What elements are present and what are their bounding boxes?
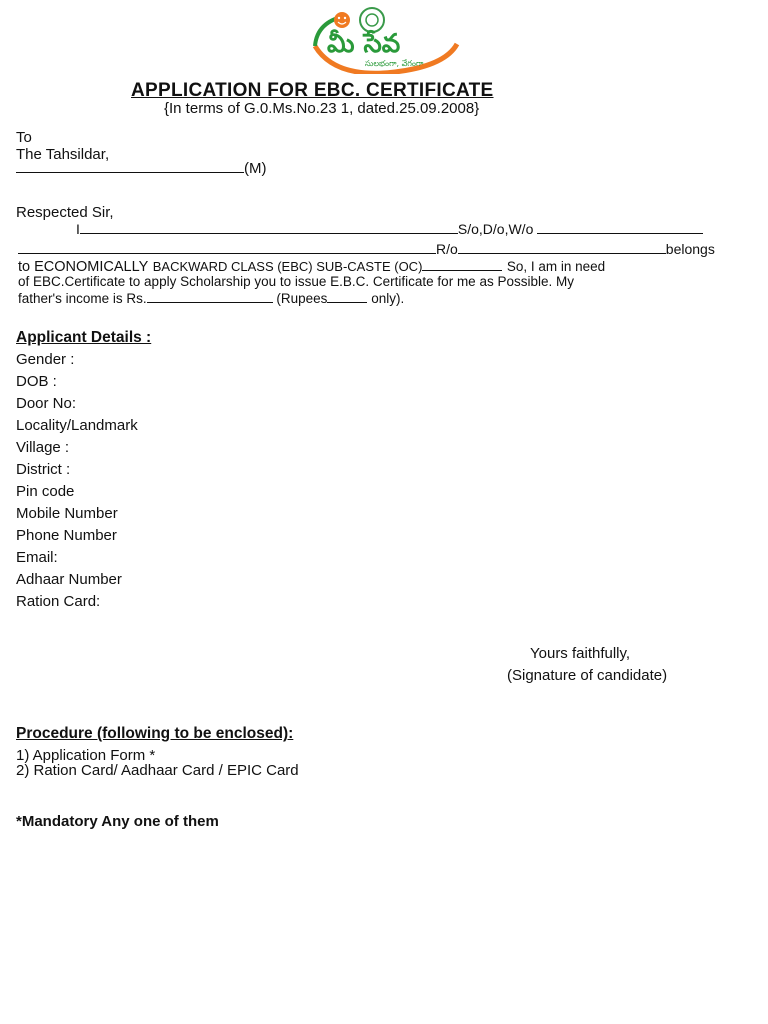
- relation-label: S/o,D/o,W/o: [457, 221, 534, 237]
- field-dob: DOB :: [16, 373, 57, 390]
- mandatory-note: *Mandatory Any one of them: [16, 813, 219, 830]
- residence-blank-1[interactable]: [18, 241, 436, 254]
- field-mobile: Mobile Number: [16, 505, 118, 522]
- field-email: Email:: [16, 549, 58, 566]
- yours-faithfully: Yours faithfully,: [530, 645, 631, 662]
- mandal-suffix: (M): [244, 160, 267, 177]
- caste-line-c: So, I am in need: [506, 259, 606, 274]
- caste-line-b: BACKWARD CLASS (EBC) SUB-CASTE (OC): [152, 259, 423, 274]
- caste-line-a: to ECONOMICALLY: [18, 259, 149, 275]
- residence-label: R/o: [436, 241, 458, 257]
- page-title: APPLICATION FOR EBC. CERTIFICATE: [131, 80, 494, 101]
- signature-label: (Signature of candidate): [507, 667, 668, 684]
- field-gender: Gender :: [16, 351, 75, 368]
- field-ration-card: Ration Card:: [16, 593, 101, 610]
- procedure-item-1: 1) Application Form *: [16, 747, 156, 764]
- residence-blank-2[interactable]: [458, 241, 666, 254]
- field-district: District :: [16, 461, 71, 478]
- logo-telugu-text: మీ సేవ: [327, 29, 401, 59]
- field-door-no: Door No:: [16, 395, 77, 412]
- meeseva-logo: [305, 4, 465, 74]
- income-label: father's income is Rs.: [18, 291, 147, 306]
- only-label: only).: [371, 291, 405, 306]
- belongs-label: belongs: [665, 241, 715, 257]
- purpose-line: of EBC.Certificate to apply Scholarship you to issue E.B.C. Certificate for me as Possible. My: [18, 274, 574, 289]
- caste-blank[interactable]: [422, 258, 502, 271]
- income-blank[interactable]: [147, 290, 273, 303]
- field-phone: Phone Number: [16, 527, 117, 544]
- name-blank[interactable]: [80, 221, 458, 234]
- recipient-label: The Tahsildar,: [16, 146, 110, 163]
- to-label: To: [16, 129, 32, 146]
- field-pin-code: Pin code: [16, 483, 75, 500]
- procedure-item-2: 2) Ration Card/ Aadhaar Card / EPIC Card: [16, 762, 299, 779]
- residence-line: [18, 241, 715, 257]
- page-subtitle: {In terms of G.0.Ms.No.23 1, dated.25.09.2008}: [164, 100, 480, 117]
- logo-tagline: సులభంగా, వేగంగా: [365, 59, 424, 68]
- salutation: Respected Sir,: [16, 204, 114, 221]
- pronoun: I: [76, 221, 80, 237]
- field-village: Village :: [16, 439, 70, 456]
- applicant-details-heading: Applicant Details :: [16, 329, 152, 346]
- smiley-icon: [334, 12, 350, 28]
- field-aadhaar: Adhaar Number: [16, 571, 122, 588]
- rupees-label: (Rupees: [276, 291, 328, 306]
- procedure-heading: Procedure (following to be enclosed):: [16, 725, 294, 742]
- income-line: [18, 290, 404, 306]
- rupees-blank[interactable]: [327, 290, 367, 303]
- field-locality: Locality/Landmark: [16, 417, 138, 434]
- mandal-line: [16, 160, 267, 177]
- mandal-blank[interactable]: [16, 160, 244, 173]
- guardian-blank[interactable]: [537, 221, 703, 234]
- name-line: [76, 221, 703, 237]
